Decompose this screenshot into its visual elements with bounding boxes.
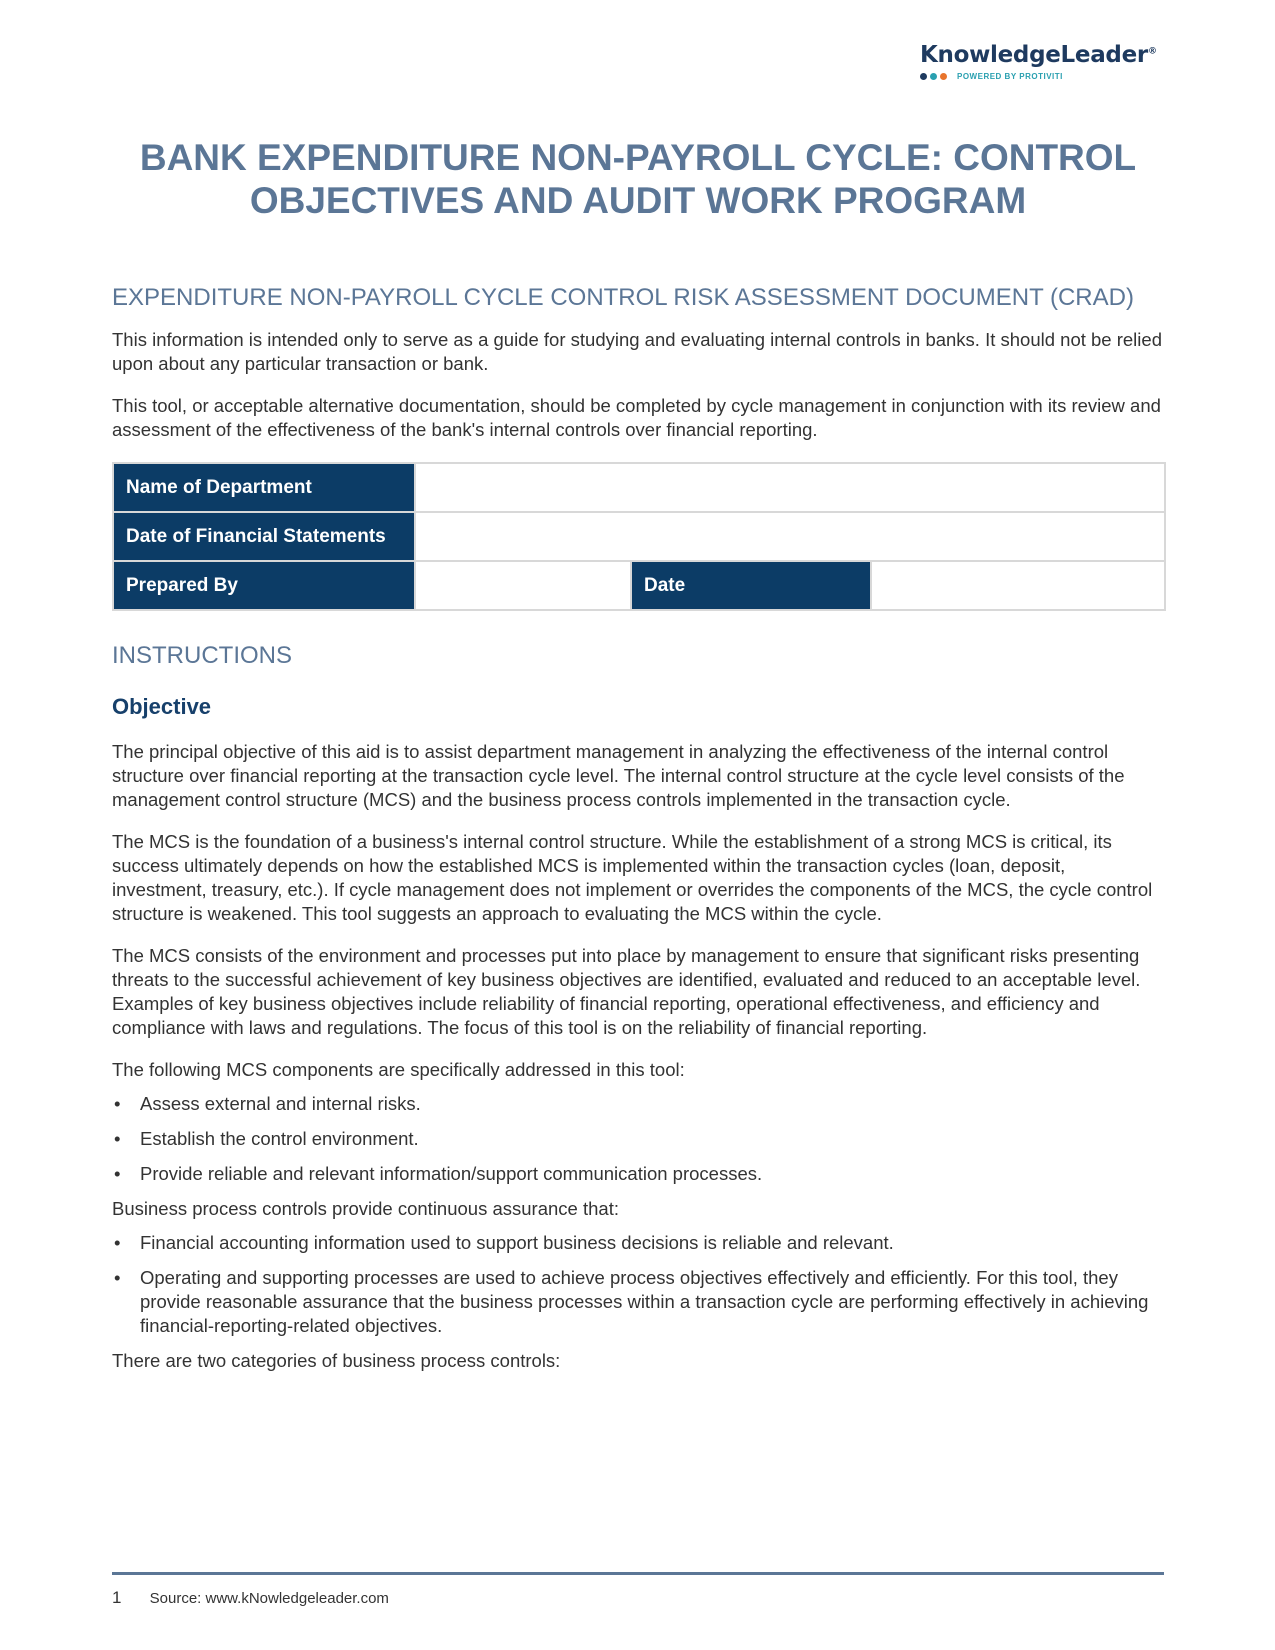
intro-paragraph-1: This information is intended only to serve as a guide for studying and evaluating internal controls in banks. It should not be relied upon about any particular transaction or bank. [112,329,1162,374]
knowledgeleader-logo [920,42,1160,81]
footer-source: Source: www.kNowledgeleader.com [149,1590,389,1607]
logo-dot-1 [920,73,927,80]
intro-paragraph-2: This tool, or acceptable alternative documentation, should be completed by cycle management in conjunction with its review and assessment of the effectiveness of the bank's internal controls over financial reporting. [112,395,1161,440]
bpc-list [112,1231,1164,1338]
table-row [113,512,1165,561]
date-of-financial-statements-field[interactable] [415,512,1165,561]
mcs-components-intro: The following MCS components are specifically addressed in this tool: [112,1059,685,1080]
list-item: • Establish the control environment. [112,1127,1164,1151]
date-of-financial-statements-label: Date of Financial Statements [113,512,415,561]
logo-wordmark: KnowledgeLeader® [920,42,1157,68]
footer-divider [112,1572,1164,1575]
table-row [113,463,1165,512]
logo-tagline: POWERED BY PROTIVITI [957,72,1063,81]
document-title: BANK EXPENDITURE NON-PAYROLL CYCLE: CONTROL OBJECTIVES AND AUDIT WORK PROGRAM [139,137,1137,221]
bpc-intro: Business process controls provide continuous assurance that: [112,1198,619,1219]
list-item: • Financial accounting information used to support business decisions is reliable and relevant. [112,1231,1164,1255]
date-label: Date [631,561,871,610]
objective-paragraph-3: The MCS consists of the environment and processes put into place by management to ensure that significant risks presenting threats to the successful achievement of key business objectives are identified, evaluated and reduced to an acceptable level. Examples of key business objectives include reliability of financial reporting, operational effectiveness, and efficiency and compliance with laws and regulations. The focus of this tool is on the reliability of financial reporting. [112,945,1141,1038]
objective-heading: Objective [112,694,212,719]
mcs-components-list [112,1092,1164,1186]
logo-dots-icon [920,73,947,80]
objective-paragraph-2: The MCS is the foundation of a business's internal control structure. While the establishment of a strong MCS is critical, its success ultimately depends on how the established MCS is implemented within the transaction cycles (loan, deposit, investment, treasury, etc.). If cycle management does not implement or overrides the components of the MCS, the cycle control structure is weakened. This tool suggests an approach to evaluating the MCS within the cycle. [112,831,1153,924]
logo-dot-3 [940,73,947,80]
crad-heading: EXPENDITURE NON-PAYROLL CYCLE CONTROL RISK ASSESSMENT DOCUMENT (CRAD) [112,284,1134,311]
list-item: • Assess external and internal risks. [112,1092,1164,1116]
name-of-department-field[interactable] [415,463,1165,512]
table-row [113,561,1165,610]
objective-paragraph-1: The principal objective of this aid is to assist department management in analyzing the effectiveness of the internal control structure over financial reporting at the transaction cycle level. The internal control structure at the cycle level consists of the management control structure (MCS) and the business process controls implemented in the transaction cycle. [112,741,1125,810]
list-item: • Provide reliable and relevant information/support communication processes. [112,1162,1164,1186]
department-info-table [112,462,1166,611]
page-number: 1 [112,1588,122,1607]
prepared-by-field[interactable] [415,561,631,610]
date-field[interactable] [871,561,1165,610]
list-item: • Operating and supporting processes are used to achieve process objectives effectively and efficiently. For this tool, they provide reasonable assurance that the business processes within a transaction cycle are performing effectively in achieving financial-reporting-related objectives. [112,1266,1164,1338]
prepared-by-label: Prepared By [113,561,415,610]
instructions-heading: INSTRUCTIONS [112,642,292,669]
name-of-department-label: Name of Department [113,463,415,512]
bpc-categories-intro: There are two categories of business process controls: [112,1350,561,1371]
logo-dot-2 [930,73,937,80]
document-body [112,283,1164,1373]
page-footer [112,1588,389,1608]
